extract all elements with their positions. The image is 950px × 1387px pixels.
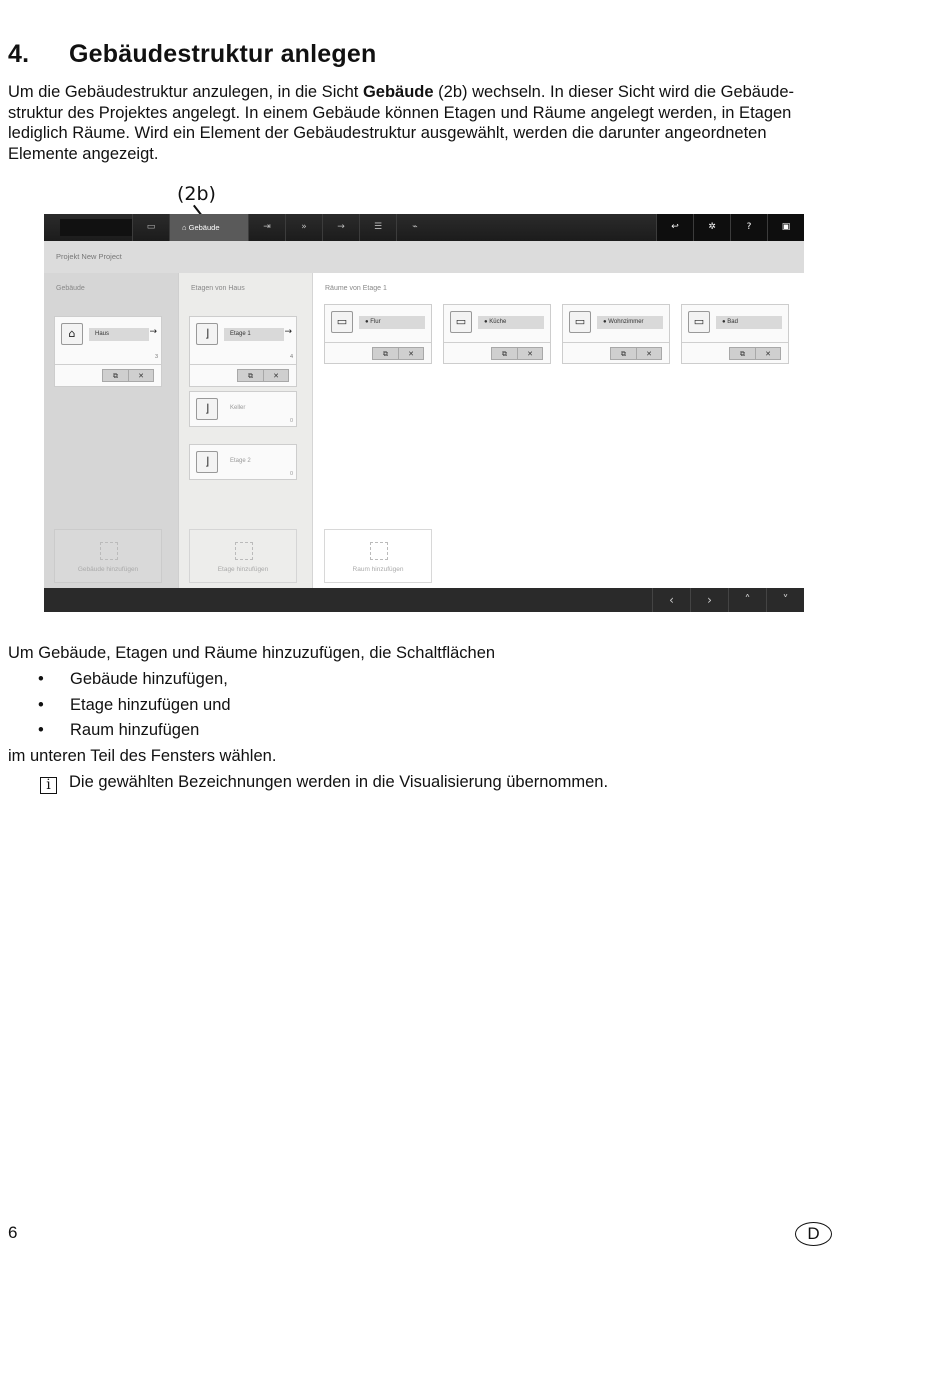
list-icon[interactable]: ☰ xyxy=(359,214,396,241)
home-icon: ⌂ xyxy=(182,223,187,232)
delete-icon[interactable]: ✕ xyxy=(398,348,423,359)
room-card[interactable] xyxy=(562,304,670,364)
export-icon[interactable]: → xyxy=(322,214,359,241)
card-actions xyxy=(444,342,550,365)
intro-text-2: (2b) wechseln. In dieser Sicht wird die Gebäudestruktur des Projektes angelegt. In einem Gebäude können Etagen und Räume angelegt werden, in Etagen lediglich Räume. Wird ein Element der Gebäudestruktur ausgewählt, werden die darunter angeordneten Elemente angezeigt. xyxy=(8,83,794,163)
home-icon: ⌂ xyxy=(61,323,83,345)
delete-icon[interactable]: ✕ xyxy=(517,348,542,359)
room-name[interactable] xyxy=(597,316,663,329)
floor-count: 0 xyxy=(289,418,293,424)
bullet: • xyxy=(38,695,44,714)
room-card[interactable] xyxy=(324,304,432,364)
delete-icon[interactable]: ✕ xyxy=(755,348,780,359)
section-title: Gebäudestruktur anlegen xyxy=(69,40,377,68)
floor-icon: ⌋ xyxy=(196,451,218,473)
back-icon[interactable]: ↩ xyxy=(656,214,693,241)
tab-gebaeude[interactable] xyxy=(169,214,248,241)
toolbar xyxy=(44,214,804,241)
list-item xyxy=(38,670,231,696)
list-item-text: Gebäude hinzufügen, xyxy=(70,670,228,688)
copy-icon[interactable]: ⧉ xyxy=(502,350,507,358)
tag-icon: ● xyxy=(365,319,369,325)
floor-count: 0 xyxy=(289,471,293,477)
buildings-column xyxy=(44,273,178,588)
arrow-right-icon[interactable]: → xyxy=(284,327,292,337)
add-floor-label: Etage hinzufügen xyxy=(217,566,269,573)
room-icon: ▭ xyxy=(450,311,472,333)
list-item-text: Etage hinzufügen und xyxy=(70,695,231,714)
building-name[interactable]: Haus xyxy=(89,328,149,341)
section-heading xyxy=(8,40,376,69)
breadcrumb: Projekt New Project xyxy=(56,252,122,261)
chevron-up-icon[interactable]: ˄ xyxy=(728,588,766,612)
room-name[interactable] xyxy=(478,316,544,329)
building-card[interactable] xyxy=(54,316,162,387)
copy-icon[interactable]: ⧉ xyxy=(248,372,253,380)
folder-icon[interactable]: ▭ xyxy=(132,214,169,241)
login-icon[interactable]: ⇥ xyxy=(248,214,285,241)
add-room-label: Raum hinzufügen xyxy=(352,566,404,573)
logo xyxy=(60,219,132,236)
page-number: 6 xyxy=(8,1223,18,1242)
room-card[interactable] xyxy=(443,304,551,364)
instructions-paragraph: Um Gebäude, Etagen und Räume hinzuzufügen, die Schaltflächen xyxy=(8,644,496,662)
card-buttons xyxy=(372,347,424,360)
intro-text-1: Um die Gebäudestruktur anzulegen, in die Sicht xyxy=(8,83,363,101)
add-building-button[interactable] xyxy=(54,529,162,583)
room-name[interactable] xyxy=(359,316,425,329)
copy-icon[interactable]: ⧉ xyxy=(113,372,118,380)
room-card[interactable] xyxy=(681,304,789,364)
room-name[interactable] xyxy=(716,316,782,329)
add-building-label: Gebäude hinzufügen xyxy=(77,566,139,573)
list-item xyxy=(38,696,231,722)
copy-icon[interactable]: ⧉ xyxy=(621,350,626,358)
add-icon xyxy=(100,542,118,560)
room-name-text: Küche xyxy=(489,319,507,325)
screenshot-figure xyxy=(44,214,804,612)
chevron-left-icon[interactable]: ‹ xyxy=(652,588,690,612)
card-actions xyxy=(55,364,161,387)
building-count: 3 xyxy=(154,354,158,360)
room-name-text: Wohnzimmer xyxy=(608,319,644,325)
card-buttons xyxy=(102,369,154,382)
floor-icon: ⌋ xyxy=(196,398,218,420)
rooms-header: Räume von Etage 1 xyxy=(325,285,387,292)
tag-icon: ● xyxy=(603,319,607,325)
floor-name: Etage 2 xyxy=(230,458,251,464)
add-room-button[interactable] xyxy=(324,529,432,583)
signal-icon[interactable]: ⌁ xyxy=(396,214,433,241)
floor-count: 4 xyxy=(289,354,293,360)
floor-name: Keller xyxy=(230,405,246,411)
tag-icon: ● xyxy=(484,319,488,325)
instructions-end: im unteren Teil des Fensters wählen. xyxy=(8,747,277,765)
info-icon: i xyxy=(40,777,57,794)
buildings-header: Gebäude xyxy=(56,285,85,292)
card-buttons xyxy=(491,347,543,360)
delete-icon[interactable]: ✕ xyxy=(263,370,288,381)
floor-card[interactable] xyxy=(189,316,297,387)
list-item-text: Raum hinzufügen xyxy=(70,721,200,739)
floor-card[interactable] xyxy=(189,391,297,427)
floor-card[interactable] xyxy=(189,444,297,480)
copy-icon[interactable]: ⧉ xyxy=(740,350,745,358)
chevron-down-icon[interactable]: ˅ xyxy=(766,588,804,612)
card-actions xyxy=(190,364,296,387)
card-buttons xyxy=(729,347,781,360)
delete-icon[interactable]: ✕ xyxy=(636,348,661,359)
language-badge: D xyxy=(795,1222,832,1246)
room-icon: ▭ xyxy=(331,311,353,333)
save-icon[interactable]: ▣ xyxy=(767,214,804,241)
tag-icon: ● xyxy=(722,319,726,325)
chevron-right-icon[interactable]: › xyxy=(690,588,728,612)
floors-column xyxy=(178,273,312,588)
add-icon xyxy=(235,542,253,560)
floor-name[interactable]: Etage 1 xyxy=(224,328,284,341)
card-actions xyxy=(325,342,431,365)
import-icon[interactable]: » xyxy=(285,214,322,241)
list-item xyxy=(38,721,231,747)
copy-icon[interactable]: ⧉ xyxy=(383,350,388,358)
floors-header: Etagen von Haus xyxy=(191,285,245,292)
card-buttons xyxy=(610,347,662,360)
card-buttons xyxy=(237,369,289,382)
card-actions xyxy=(682,342,788,365)
button-list xyxy=(38,670,231,747)
callout-label: (2b) xyxy=(177,183,216,205)
room-name-text: Bad xyxy=(727,319,738,325)
room-icon: ▭ xyxy=(569,311,591,333)
info-note xyxy=(40,773,608,794)
bottom-navigation xyxy=(44,588,804,612)
card-actions xyxy=(563,342,669,365)
bullet: • xyxy=(38,670,44,688)
add-icon xyxy=(370,542,388,560)
section-number: 4. xyxy=(8,40,30,68)
delete-icon[interactable]: ✕ xyxy=(128,370,153,381)
arrow-right-icon[interactable]: → xyxy=(149,327,157,337)
help-icon[interactable]: ? xyxy=(730,214,767,241)
bullet: • xyxy=(38,721,44,739)
floor-icon: ⌋ xyxy=(196,323,218,345)
add-floor-button[interactable] xyxy=(189,529,297,583)
breadcrumb-bar xyxy=(44,241,804,273)
intro-paragraph xyxy=(8,82,838,164)
room-icon: ▭ xyxy=(688,311,710,333)
intro-bold: Gebäude xyxy=(362,83,434,101)
room-name-text: Flur xyxy=(370,319,381,325)
settings-icon[interactable]: ✲ xyxy=(693,214,730,241)
note-text: Die gewählten Bezeichnungen werden in die Visualisierung übernommen. xyxy=(69,773,609,791)
tab-gebaeude-label: Gebäude xyxy=(188,223,220,232)
rooms-column xyxy=(312,273,804,588)
